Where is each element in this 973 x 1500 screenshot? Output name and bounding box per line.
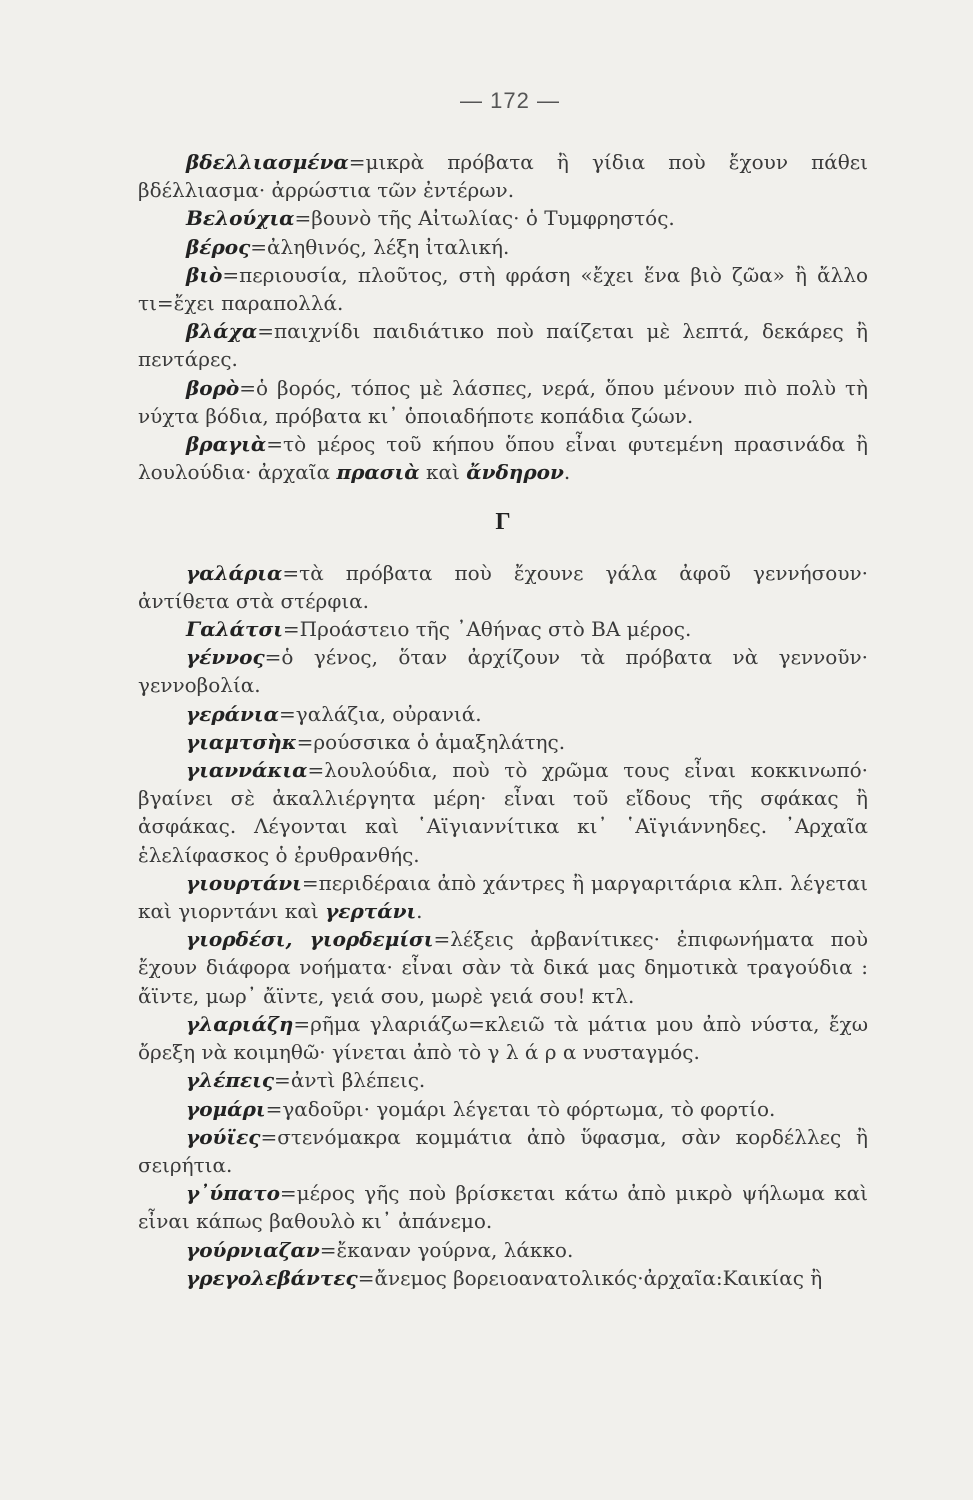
entry-term: βορὸ: [186, 375, 240, 400]
entry-definition: τὰ πρόβατα ποὺ ἔχουνε γάλα ἀφοῦ γεννήσουν· ἀντίθετα στὰ στέρφια.: [138, 560, 868, 613]
glossary-entry: γιουρτάνι=περιδέραια ἀπὸ χάντρες ἢ μαργαριτάρια κλπ. λέγεται καὶ γιορντάνι καὶ γερτάνι.: [138, 870, 868, 924]
entry-term: βιὸ: [186, 262, 223, 287]
entry-definition: περιουσία, πλοῦτος, στὴ φράση «ἔχει ἕνα βιὸ ζῶα» ἢ ἄλλο τι=ἔχει παραπολλά.: [138, 262, 868, 316]
glossary-entry: γλέπεις=ἀντὶ βλέπεις.: [186, 1068, 426, 1093]
glossary-entry: βραγιὰ=τὸ μέρος τοῦ κήπου ὅπου εἶναι φυτεμένη πρασινάδα ἢ λουλούδια· ἀρχαῖα πρασιὰ καὶ ἄνδηρον.: [138, 432, 868, 485]
entry-definition: περιδέραια ἀπὸ χάντρες ἢ μαργαριτάρια κλπ. λέγεται καὶ γιορντάνι καὶ: [138, 870, 868, 924]
entry-term: γιορδέσι, γιορδεμίσι: [186, 927, 434, 952]
glossary-entry: γιαννάκια=λουλούδια, ποὺ τὸ χρῶμα τους εἶναι κοκκινωπό· βγαίνει σὲ ἀκαλλιέργητα μέρη· εἶναι τοῦ εἴδους τῆς σφάκας ἢ ἀσφάκας. Λέγονται καὶ ῾Αϊγιαννίτικα κι᾿ ῾Αϊγιάννηδες. ᾿Αρχαῖα ἑλελίφασκος ὁ ἐρυθρανθής.: [138, 758, 868, 867]
glossary-entry: βδελλιασμένα=μικρὰ πρόβατα ἢ γίδια ποὺ ἔχουν πάθει βδέλλιασμα· ἀρρώστια τῶν ἐντέρων.: [138, 150, 868, 203]
entry-definition: ἀντὶ βλέπεις.: [290, 1068, 426, 1093]
entry-definition: ὁ γένος, ὅταν ἀρχίζουν τὰ πρόβατα νὰ γεννοῦν· γεννοβολία.: [138, 645, 868, 698]
entry-connector: καὶ: [425, 460, 460, 485]
entry-term: γιουρτάνι: [186, 870, 302, 895]
entry-term: γιαννάκια: [186, 758, 308, 783]
glossary-entry: γέννος=ὁ γένος, ὅταν ἀρχίζουν τὰ πρόβατα νὰ γεννοῦν· γεννοβολία.: [138, 645, 868, 698]
entry-definition: μικρὰ πρόβατα ἢ γίδια ποὺ ἔχουν πάθει βδέλλιασμα· ἀρρώστια τῶν ἐντέρων.: [138, 150, 868, 203]
glossary-entry: γομάρι=γαδοῦρι· γομάρι λέγεται τὸ φόρτωμα, τὸ φορτίο.: [186, 1096, 776, 1121]
entry-definition: βουνὸ τῆς Αἰτωλίας· ὁ Τυμφρηστός.: [311, 206, 675, 231]
entry-term: γαλάρια: [186, 560, 283, 585]
entry-emphasis: ἄνδηρον: [466, 460, 564, 485]
entry-term: γλαριάζη: [186, 1011, 294, 1036]
entry-term: γέννος: [186, 645, 265, 670]
entry-term: Γαλάτσι: [186, 617, 283, 642]
glossary-entry: βορὸ=ὁ βορός, τόπος μὲ λάσπες, νερά, ὅπου μένουν πιὸ πολὺ τὴ νύχτα βόδια, πρόβατα κι᾿ ὁποιαδήποτε κοπάδια ζώων.: [138, 375, 868, 428]
entry-definition: Προάστειο τῆς ᾿Αθήνας στὸ ΒΑ μέρος.: [299, 617, 692, 642]
letter-heading-gamma: Γ: [495, 509, 511, 536]
entry-emphasis: πρασιὰ: [336, 460, 420, 485]
entry-definition: ἄνεμος βορειοανατολικός·ἀρχαῖα:Καικίας ἢ: [374, 1265, 823, 1290]
glossary-entry: γιαμτσὴκ=ρούσσικα ὁ ἁμαξηλάτης.: [186, 729, 566, 754]
entry-emphasis: γερτάνι: [325, 899, 417, 924]
entry-end: .: [563, 460, 571, 485]
glossary-entry: γρεγολεβάντες=ἄνεμος βορειοανατολικός·ἀρχαῖα:Καικίας ἢ: [186, 1265, 823, 1290]
entry-definition: ρῆμα γλαριάζω=κλειῶ τὰ μάτια μου ἀπὸ νύστα, ἔχω ὄρεξη νὰ κοιμηθῶ· γίνεται ἀπὸ τὸ γ λ ά ρ α νυσταγμός.: [138, 1011, 868, 1065]
glossary-entry: βλάχα=παιχνίδι παιδιάτικο ποὺ παίζεται μὲ λεπτά, δεκάρες ἢ πεντάρες.: [138, 319, 868, 372]
glossary-entry: γαλάρια=τὰ πρόβατα ποὺ ἔχουνε γάλα ἀφοῦ γεννήσουν· ἀντίθετα στὰ στέρφια.: [138, 560, 868, 613]
glossary-entry: Βελούχια=βουνὸ τῆς Αἰτωλίας· ὁ Τυμφρηστός.: [186, 206, 675, 231]
glossary-entry: γούρνιαζαν=ἔκαναν γούρνα, λάκκο.: [186, 1237, 574, 1262]
entry-definition: ὁ βορός, τόπος μὲ λάσπες, νερά, ὅπου μένουν πιὸ πολὺ τὴ νύχτα βόδια, πρόβατα κι᾿ ὁποιαδήποτε κοπάδια ζώων.: [138, 375, 868, 428]
entry-definition: γαλάζια, οὐρανιά.: [295, 701, 482, 726]
entry-term: βέρος: [186, 234, 251, 259]
glossary-entry: γλαριάζη=ρῆμα γλαριάζω=κλειῶ τὰ μάτια μου ἀπὸ νύστα, ἔχω ὄρεξη νὰ κοιμηθῶ· γίνεται ἀπὸ τὸ γ λ ά ρ α νυσταγμός.: [138, 1011, 868, 1065]
section-b-entries: [138, 148, 868, 486]
entry-term: Βελούχια: [186, 206, 295, 231]
entry-term: γλέπεις: [186, 1068, 275, 1093]
entry-definition: στενόμακρα κομμάτια ἀπὸ ὕφασμα, σὰν κορδέλλες ἢ σειρήτια.: [138, 1124, 868, 1177]
entry-term: γεράνια: [186, 701, 279, 726]
entry-definition: ρούσσικα ὁ ἁμαξηλάτης.: [313, 729, 566, 754]
glossary-entry: βιὸ=περιουσία, πλοῦτος, στὴ φράση «ἔχει ἕνα βιὸ ζῶα» ἢ ἄλλο τι=ἔχει παραπολλά.: [138, 262, 868, 316]
entry-definition: γαδοῦρι· γομάρι λέγεται τὸ φόρτωμα, τὸ φορτίο.: [282, 1096, 776, 1121]
entry-term: βλάχα: [186, 319, 258, 344]
entry-definition: λουλούδια, ποὺ τὸ χρῶμα τους εἶναι κοκκινωπό· βγαίνει σὲ ἀκαλλιέργητα μέρη· εἶναι τοῦ εἴδους τῆς σφάκας ἢ ἀσφάκας. Λέγονται καὶ ῾Αϊγιαννίτικα κι᾿ ῾Αϊγιάννηδες. ᾿Αρχαῖα ἑλελίφασκος ὁ ἐρυθρανθής.: [138, 758, 868, 867]
entry-end: .: [416, 899, 423, 924]
entry-term: βδελλιασμένα: [186, 150, 349, 174]
glossary-entry: Γαλάτσι=Προάστειο τῆς ᾿Αθήνας στὸ ΒΑ μέρος.: [186, 617, 692, 642]
entry-term: γούρνιαζαν: [186, 1237, 320, 1262]
entry-definition: ἔκαναν γούρνα, λάκκο.: [336, 1237, 574, 1262]
glossary-entry: γ᾿ύπατο=μέρος γῆς ποὺ βρίσκεται κάτω ἀπὸ μικρὸ ψήλωμα καὶ εἶναι κάπως βαθουλὸ κι᾿ ἀπάνεμο.: [138, 1181, 868, 1234]
entry-term: γρεγολεβάντες: [186, 1265, 358, 1290]
section-g-entries: [138, 559, 868, 1292]
entry-term: γομάρι: [186, 1096, 266, 1121]
entry-term: βραγιὰ: [186, 432, 267, 457]
glossary-entry: γιορδέσι, γιορδεμίσι=λέξεις ἀρβανίτικες· ἐπιφωνήματα ποὺ ἔχουν διάφορα νοήματα· εἶναι σὰν τὰ δικά μας δημοτικὰ τραγούδια : ἄϊντε, μωρ᾿ ἄϊντε, γειά σου, μωρὲ γειά σου! κτλ.: [138, 927, 868, 1008]
entry-definition: λέξεις ἀρβανίτικες· ἐπιφωνήματα ποὺ ἔχουν διάφορα νοήματα· εἶναι σὰν τὰ δικά μας δημοτικὰ τραγούδια : ἄϊντε, μωρ᾿ ἄϊντε, γειά σου, μωρὲ γειά σου! κτλ.: [138, 927, 868, 1008]
glossary-text: [138, 148, 868, 1292]
entry-definition: ἀληθινός, λέξη ἰταλική.: [267, 234, 510, 259]
entry-definition: τὸ μέρος τοῦ κήπου ὅπου εἶναι φυτεμένη πρασινάδα ἢ λουλούδια· ἀρχαῖα: [138, 432, 868, 485]
entry-term: γ᾿ύπατο: [186, 1181, 280, 1206]
entry-definition: μέρος γῆς ποὺ βρίσκεται κάτω ἀπὸ μικρὸ ψήλωμα καὶ εἶναι κάπως βαθουλὸ κι᾿ ἀπάνεμο.: [138, 1181, 868, 1234]
entry-definition: παιχνίδι παιδιάτικο ποὺ παίζεται μὲ λεπτά, δεκάρες ἢ πεντάρες.: [138, 319, 868, 372]
glossary-entry: γούϊες=στενόμακρα κομμάτια ἀπὸ ὕφασμα, σὰν κορδέλλες ἢ σειρήτια.: [138, 1124, 868, 1177]
glossary-entry: βέρος=ἀληθινός, λέξη ἰταλική.: [186, 234, 510, 259]
glossary-entry: γεράνια=γαλάζια, οὐρανιά.: [186, 701, 482, 726]
entry-term: γιαμτσὴκ: [186, 729, 297, 754]
entry-term: γούϊες: [186, 1124, 261, 1149]
page-number: — 172 —: [460, 88, 560, 113]
